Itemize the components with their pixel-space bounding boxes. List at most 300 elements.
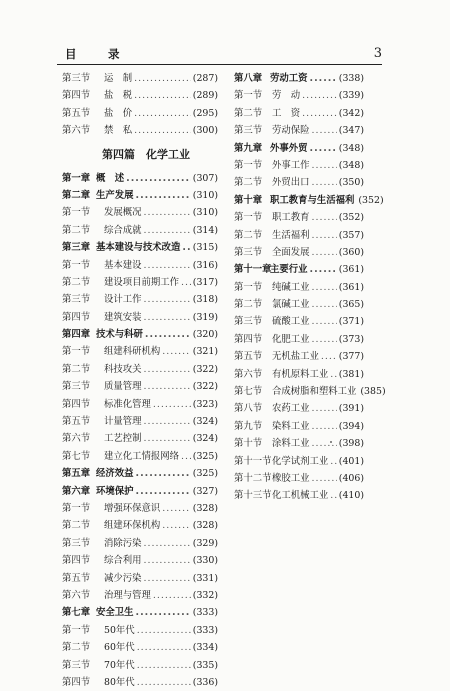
toc-section-entry	[234, 348, 364, 365]
toc-section-entry	[234, 279, 364, 296]
entry-title: 全面发展	[272, 246, 310, 258]
entry-number: 第二节	[234, 299, 263, 311]
toc-left-top-list	[62, 70, 218, 140]
entry-title: 发展概况	[104, 207, 142, 219]
dot-leader	[312, 316, 337, 327]
entry-page: (322)	[192, 381, 218, 393]
entry-title: 消除污染	[104, 537, 142, 549]
entry-page: (365)	[338, 299, 364, 311]
entry-title: 60年代	[104, 642, 135, 654]
entry-title: 染料工业	[272, 420, 310, 432]
dot-leader	[312, 282, 337, 293]
entry-title: 外事外贸	[270, 142, 308, 154]
entry-number: 第九节	[234, 420, 263, 432]
entry-page: (319)	[192, 311, 218, 323]
entry-page: (333)	[192, 624, 218, 636]
entry-title: 橡胶工业	[272, 472, 310, 484]
dot-leader	[312, 177, 337, 188]
toc-section-entry	[62, 448, 218, 465]
entry-page: (330)	[192, 555, 218, 567]
entry-page: (398)	[338, 438, 364, 450]
dot-leader	[144, 555, 191, 566]
toc-section-entry	[62, 587, 218, 604]
entry-title: 综合成就	[104, 224, 142, 236]
entry-title: 计量管理	[104, 416, 142, 428]
dot-leader	[144, 294, 191, 305]
toc-section-entry	[62, 204, 218, 221]
entry-page: (320)	[192, 329, 218, 341]
entry-title: 外贸出口	[272, 177, 310, 189]
entry-page: (321)	[192, 346, 218, 358]
entry-number: 第六节	[62, 125, 91, 137]
entry-title: 涂料工业	[272, 438, 310, 450]
dot-leader	[330, 369, 337, 380]
toc-section-entry	[62, 430, 218, 447]
toc-section-entry	[234, 227, 364, 244]
entry-number: 第十节	[234, 438, 263, 450]
toc-section-entry	[62, 552, 218, 569]
entry-page: (325)	[192, 468, 218, 480]
dot-leader	[134, 90, 191, 101]
toc-section-entry	[62, 500, 218, 517]
entry-number: 第五节	[62, 572, 91, 584]
entry-page: (371)	[338, 316, 364, 328]
entry-number: 第四节	[62, 555, 91, 567]
dot-leader	[144, 312, 191, 323]
entry-page: (334)	[192, 642, 218, 654]
entry-page: (316)	[192, 259, 218, 271]
entry-page: (317)	[192, 276, 218, 288]
entry-title: 劳动工资	[270, 73, 308, 84]
toc-section-entry	[234, 453, 364, 470]
dot-leader	[312, 403, 337, 414]
toc-chapter-entry	[234, 261, 364, 278]
toc-chapter-entry	[234, 192, 384, 209]
entry-title: 80年代	[104, 676, 135, 688]
dot-leader	[144, 538, 191, 549]
entry-title: 概 述	[96, 172, 125, 184]
entry-title: 建立化工情报网络	[104, 450, 180, 462]
entry-page: (401)	[338, 455, 364, 467]
entry-page: (357)	[338, 229, 364, 241]
toc-section-entry	[234, 209, 364, 226]
toc-chapter-entry	[62, 604, 218, 621]
entry-title: 建筑安装	[104, 311, 142, 323]
entry-page: (315)	[192, 242, 218, 254]
toc-section-entry	[234, 487, 364, 504]
entry-number: 第二节	[62, 224, 91, 236]
toc-section-entry	[62, 657, 218, 674]
toc-section-entry	[234, 331, 364, 348]
entry-number: 第四节	[234, 333, 263, 345]
toc-section-entry	[62, 570, 218, 587]
toc-section-entry	[62, 309, 218, 326]
entry-number: 第三节	[62, 659, 91, 671]
dot-leader	[136, 486, 191, 497]
entry-number: 第二节	[62, 520, 91, 532]
entry-page: (394)	[338, 420, 364, 432]
toc-section-entry	[234, 244, 364, 261]
toc-section-entry	[234, 313, 364, 330]
toc-section-entry	[234, 435, 364, 452]
entry-page: (327)	[192, 485, 218, 497]
toc-section-entry	[234, 105, 364, 122]
entry-title: 硫酸工业	[272, 316, 310, 328]
header-rule	[57, 64, 382, 65]
dot-leader	[144, 260, 191, 271]
entry-page: (348)	[338, 142, 364, 154]
toc-section-entry	[62, 105, 218, 122]
toc-section-entry	[62, 674, 218, 691]
dot-leader	[330, 456, 337, 467]
toc-section-entry	[62, 274, 218, 291]
entry-number: 第一节	[62, 624, 91, 636]
entry-page: (335)	[192, 659, 218, 671]
entry-title: 安全卫生	[96, 607, 134, 619]
entry-number: 第五节	[62, 416, 91, 428]
entry-number: 第二章	[62, 189, 91, 201]
entry-title: 70年代	[104, 659, 135, 671]
page-header	[57, 46, 382, 64]
entry-number: 第七节	[234, 386, 263, 398]
entry-number: 第一节	[234, 212, 263, 224]
entry-number: 第一节	[234, 90, 263, 102]
toc-chapter-entry	[62, 326, 218, 343]
entry-title: 基本建设与技术改造	[96, 242, 181, 254]
entry-page: (328)	[192, 520, 218, 532]
dot-leader	[137, 642, 191, 653]
entry-number: 第一章	[62, 172, 91, 184]
toc-chapter-entry	[62, 483, 218, 500]
entry-page: (342)	[338, 107, 364, 119]
toc-section-entry	[234, 383, 386, 400]
toc-chapter-entry	[234, 140, 364, 157]
entry-title: 无机盐工业	[272, 351, 319, 363]
toc-section-entry	[234, 296, 364, 313]
entry-title: 农药工业	[272, 403, 310, 415]
toc-section-entry	[62, 122, 218, 139]
entry-page: (339)	[338, 90, 364, 102]
dot-leader	[312, 247, 337, 258]
entry-title: 纯碱工业	[272, 281, 310, 293]
entry-title: 有机原料工业	[272, 368, 329, 380]
entry-number: 第二节	[62, 363, 91, 375]
entry-number: 第八章	[234, 73, 263, 84]
toc-section-entry	[62, 396, 218, 413]
entry-page: (333)	[192, 607, 218, 619]
entry-page: (352)	[358, 194, 384, 206]
toc-section-entry	[62, 622, 218, 639]
entry-title: 标准化管理	[104, 398, 151, 410]
toc-section-entry	[234, 470, 364, 487]
entry-title: 建设项目前期工作	[104, 276, 180, 288]
toc-section-entry	[234, 366, 364, 383]
toc-chapter-entry	[234, 70, 364, 87]
dot-leader	[321, 351, 337, 362]
entry-page: (318)	[192, 294, 218, 306]
toc-section-entry	[62, 378, 218, 395]
entry-page: (300)	[192, 125, 218, 137]
dot-leader	[312, 473, 337, 484]
dot-leader	[137, 677, 191, 688]
dot-leader	[181, 277, 191, 288]
entry-number: 第六节	[62, 433, 91, 445]
entry-number: 第二节	[234, 229, 263, 241]
entry-title: 化工机械工业	[272, 490, 329, 502]
toc-right-list	[234, 70, 386, 505]
entry-page: (324)	[192, 433, 218, 445]
entry-page: (350)	[338, 177, 364, 189]
entry-title: 组建科研机构	[104, 346, 161, 358]
entry-title: 综合利用	[104, 555, 142, 567]
entry-page: (331)	[192, 572, 218, 584]
entry-page: (325)	[192, 450, 218, 462]
entry-number: 第八节	[234, 403, 263, 415]
entry-number: 第四章	[62, 329, 91, 341]
entry-number: 第六章	[62, 485, 91, 497]
dot-leader	[134, 73, 191, 84]
entry-page: (361)	[338, 264, 364, 276]
entry-page: (338)	[338, 73, 364, 84]
dot-leader	[302, 90, 337, 101]
entry-title: 设计工作	[104, 294, 142, 306]
toc-chapter-entry	[62, 170, 218, 187]
entry-number: 第六节	[62, 589, 91, 601]
entry-title: 氯碱工业	[272, 299, 310, 311]
entry-number: 第三节	[234, 125, 263, 137]
dot-leader	[310, 143, 337, 154]
dot-leader	[302, 108, 337, 119]
entry-page: (391)	[338, 403, 364, 415]
dot-leader	[153, 590, 191, 601]
toc-section-entry	[62, 222, 218, 239]
entry-title: 合成树脂和塑料工业	[272, 386, 357, 398]
entry-number: 第三节	[62, 73, 91, 84]
dot-leader	[136, 607, 191, 618]
toc-chapter-entry	[62, 239, 218, 256]
entry-number: 第五节	[62, 107, 91, 119]
entry-page: (295)	[192, 107, 218, 119]
entry-number: 第一节	[234, 159, 263, 171]
entry-number: 第三节	[234, 316, 263, 328]
entry-number: 第三节	[62, 294, 91, 306]
toc-section-entry	[62, 517, 218, 534]
toc-section-entry	[234, 87, 364, 104]
dot-leader	[310, 264, 337, 275]
dot-leader	[144, 381, 191, 392]
entry-page: (336)	[192, 676, 218, 688]
dot-leader	[312, 230, 337, 241]
toc-section-entry	[234, 400, 364, 417]
entry-page: (328)	[192, 502, 218, 514]
toc-right-column	[234, 70, 386, 505]
dot-leader	[310, 73, 337, 84]
entry-title: 主要行业	[270, 264, 308, 276]
entry-page: (406)	[338, 472, 364, 484]
entry-number: 第十一章	[234, 264, 272, 276]
entry-number: 第二节	[234, 107, 263, 119]
entry-title: 运 制	[104, 73, 133, 84]
entry-number: 第一节	[62, 346, 91, 358]
toc-section-entry	[234, 122, 364, 139]
entry-page: (360)	[338, 246, 364, 258]
dot-leader	[144, 433, 191, 444]
print-speck	[330, 441, 332, 443]
entry-number: 第二节	[62, 276, 91, 288]
entry-number: 第二节	[62, 642, 91, 654]
entry-page: (352)	[338, 212, 364, 224]
entry-page: (289)	[192, 90, 218, 102]
dot-leader	[136, 468, 191, 479]
entry-title: 劳动保险	[272, 125, 310, 137]
entry-number: 第二节	[234, 177, 263, 189]
dot-leader	[153, 399, 191, 410]
dot-leader	[134, 108, 191, 119]
entry-title: 组建环保机构	[104, 520, 161, 532]
entry-number: 第十三节	[234, 490, 272, 502]
toc-section-entry	[234, 157, 364, 174]
entry-page: (377)	[338, 351, 364, 363]
entry-page: (373)	[338, 333, 364, 345]
entry-page: (310)	[192, 189, 218, 201]
entry-number: 第五节	[234, 351, 263, 363]
entry-title: 职工教育与生活福利	[270, 194, 355, 206]
entry-number: 第七节	[62, 450, 91, 462]
entry-title: 生活福利	[272, 229, 310, 241]
entry-page: (324)	[192, 416, 218, 428]
entry-number: 第三章	[62, 242, 91, 254]
entry-title: 禁 私	[104, 125, 133, 137]
entry-page: (307)	[192, 172, 218, 184]
dot-leader	[330, 490, 337, 501]
entry-page: (361)	[338, 281, 364, 293]
entry-title: 科技攻关	[104, 363, 142, 375]
dot-leader	[137, 660, 191, 671]
dot-leader	[312, 125, 337, 136]
entry-page: (287)	[192, 73, 218, 84]
entry-page: (314)	[192, 224, 218, 236]
entry-number: 第九章	[234, 142, 263, 154]
dot-leader	[312, 299, 337, 310]
toc-chapter-entry	[62, 465, 218, 482]
toc-section-entry	[62, 87, 218, 104]
entry-page: (329)	[192, 537, 218, 549]
toc-section-entry	[62, 343, 218, 360]
entry-number: 第三节	[234, 246, 263, 258]
entry-number: 第六节	[234, 368, 263, 380]
toc-section-entry	[62, 413, 218, 430]
entry-title: 外事工作	[272, 159, 310, 171]
dot-leader	[162, 346, 191, 357]
dot-leader	[162, 520, 191, 531]
dot-leader	[145, 329, 191, 340]
toc-section-entry	[234, 174, 364, 191]
toc-section-entry	[62, 361, 218, 378]
toc-section-entry	[62, 639, 218, 656]
entry-number: 第一节	[234, 281, 263, 293]
entry-title: 质量管理	[104, 381, 142, 393]
dot-leader	[312, 212, 337, 223]
entry-title: 环境保护	[96, 485, 134, 497]
entry-page: (322)	[192, 363, 218, 375]
entry-page: (310)	[192, 207, 218, 219]
entry-title: 盐 税	[104, 90, 133, 102]
dot-leader	[181, 451, 191, 462]
entry-number: 第一节	[62, 207, 91, 219]
entry-page: (323)	[192, 398, 218, 410]
entry-title: 工艺控制	[104, 433, 142, 445]
entry-title: 职工教育	[272, 212, 310, 224]
dot-leader	[182, 242, 190, 253]
page-title: 目 录	[65, 47, 130, 61]
entry-number: 第四节	[62, 311, 91, 323]
entry-number: 第十一节	[234, 455, 272, 467]
entry-number: 第四节	[62, 398, 91, 410]
entry-page: (347)	[338, 125, 364, 137]
entry-title: 减少污染	[104, 572, 142, 584]
dot-leader	[312, 334, 337, 345]
part-heading: 第四篇 化学工业	[102, 147, 190, 161]
dot-leader	[137, 625, 191, 636]
entry-title: 治理与管理	[104, 589, 151, 601]
dot-leader	[144, 573, 191, 584]
entry-number: 第一节	[62, 502, 91, 514]
toc-section-entry	[62, 291, 218, 308]
entry-number: 第七章	[62, 607, 91, 619]
entry-page: (332)	[192, 589, 218, 601]
entry-title: 劳 动	[272, 90, 301, 102]
page-number: 3	[373, 46, 382, 61]
entry-number: 第四节	[62, 90, 91, 102]
dot-leader	[134, 125, 191, 136]
toc-section-entry	[62, 70, 218, 87]
toc-chapter-entry	[62, 187, 218, 204]
dot-leader	[144, 364, 191, 375]
entry-number: 第一节	[62, 259, 91, 271]
dot-leader	[126, 173, 191, 184]
entry-number: 第十章	[234, 194, 263, 206]
entry-title: 工 资	[272, 107, 301, 119]
entry-title: 经济效益	[96, 468, 134, 480]
entry-number: 第三节	[62, 537, 91, 549]
entry-page: (381)	[338, 368, 364, 380]
dot-leader	[312, 421, 337, 432]
entry-title: 化学试剂工业	[272, 455, 329, 467]
toc-section-entry	[234, 418, 364, 435]
entry-title: 技术与科研	[96, 329, 143, 341]
entry-title: 基本建设	[104, 259, 142, 271]
toc-section-entry	[62, 257, 218, 274]
entry-title: 增强环保意识	[104, 502, 161, 514]
entry-number: 第四节	[62, 676, 91, 688]
dot-leader	[162, 503, 191, 514]
dot-leader	[144, 225, 191, 236]
toc-section-entry	[62, 535, 218, 552]
dot-leader	[136, 190, 191, 201]
entry-number: 第五章	[62, 468, 91, 480]
entry-page: (385)	[360, 386, 386, 398]
dot-leader	[312, 438, 337, 449]
dot-leader	[144, 207, 191, 218]
entry-title: 化肥工业	[272, 333, 310, 345]
entry-title: 盐 价	[104, 107, 133, 119]
dot-leader	[144, 416, 191, 427]
toc-left-column	[62, 70, 218, 691]
entry-title: 生产发展	[96, 189, 134, 201]
entry-number: 第三节	[62, 381, 91, 393]
entry-number: 第十二节	[234, 472, 272, 484]
entry-title: 50年代	[104, 624, 135, 636]
